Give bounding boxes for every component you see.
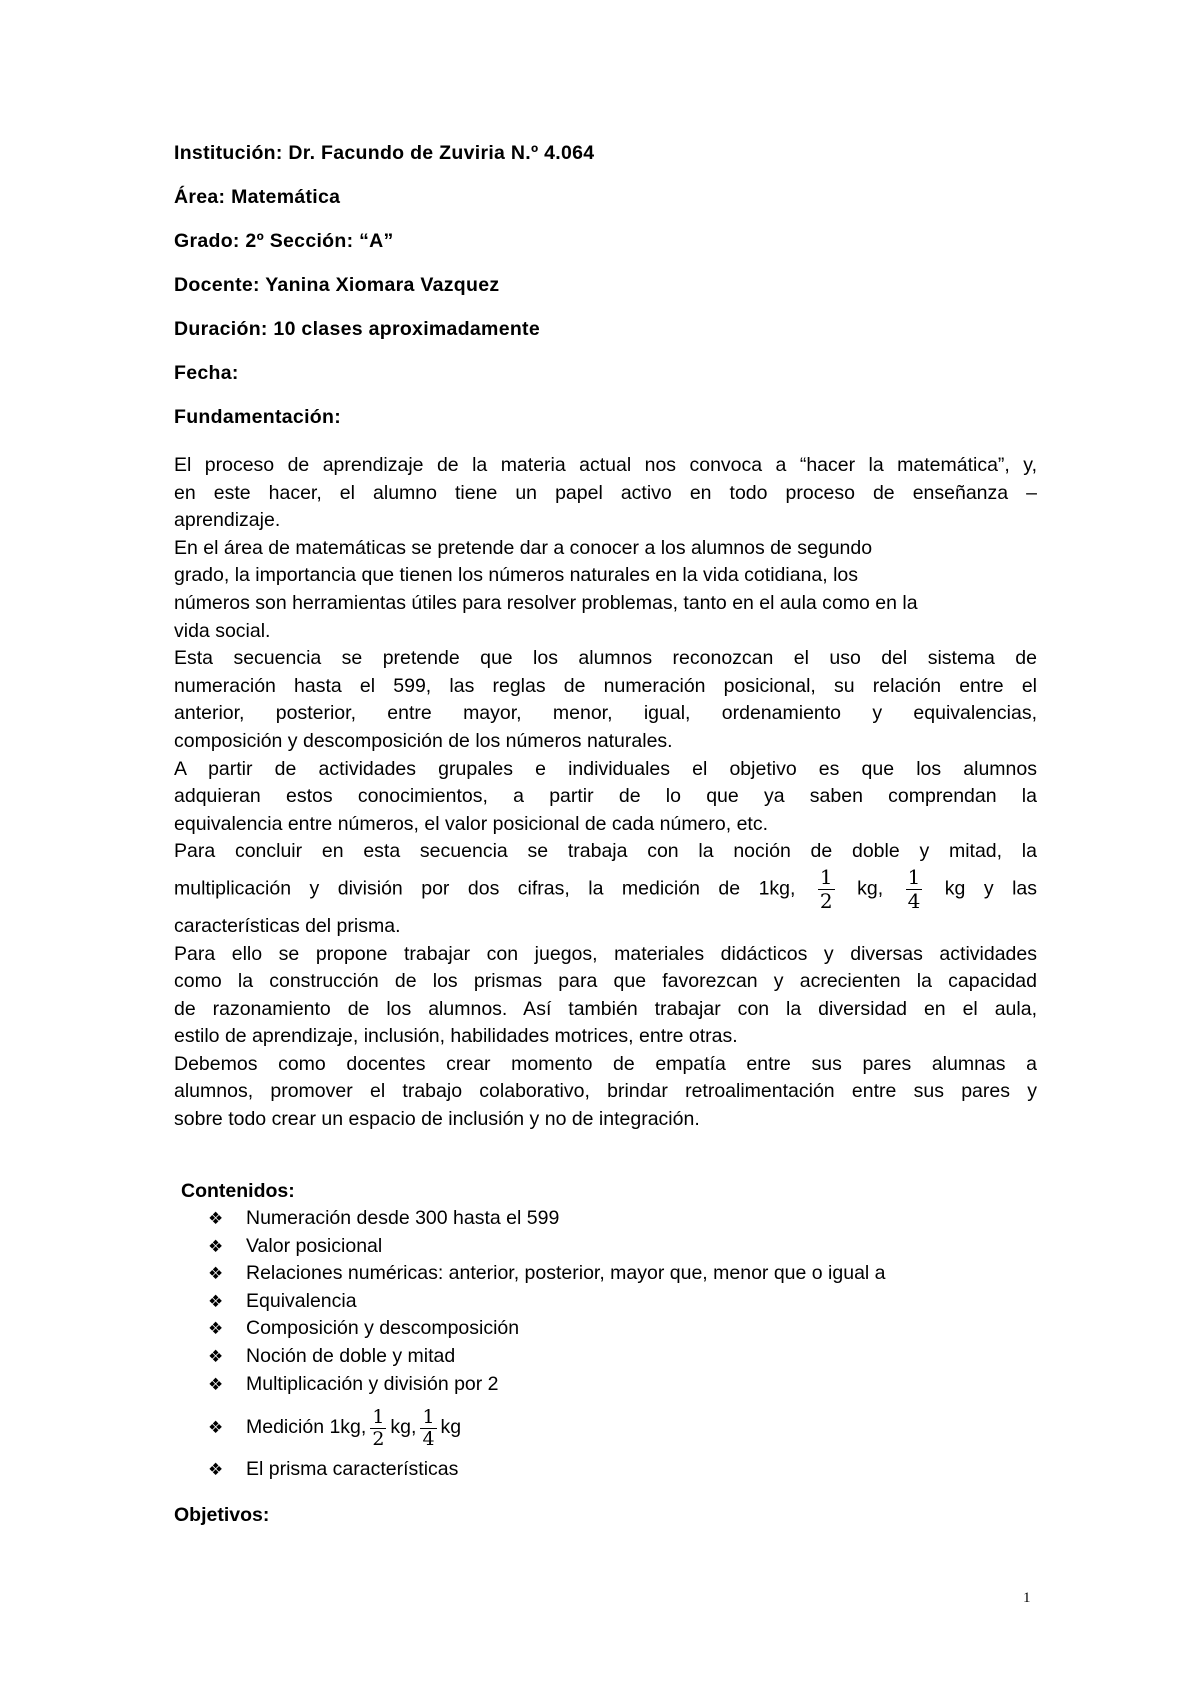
p5-line-2-c: kg y las — [944, 877, 1038, 900]
p3-line-1: Esta secuencia se pretende que los alumnos reconozcan el uso del sistema de — [174, 647, 1037, 670]
objetivos-title: Objetivos: — [174, 1504, 270, 1526]
list-item-text: Numeración desde 300 hasta el 599 — [246, 1207, 560, 1229]
p7-line-2: alumnos, promover el trabajo colaborativo, brindar retroalimentación entre sus pares y — [174, 1080, 1037, 1103]
p1-line-3: aprendizaje. — [174, 509, 281, 532]
header-block — [174, 140, 1034, 448]
list-item — [208, 1233, 886, 1261]
list-item-text: El prisma características — [246, 1458, 459, 1481]
list-item-text: Relaciones numéricas: anterior, posterior, mayor que, menor que o igual a — [246, 1262, 886, 1285]
fraction-one-quarter — [906, 866, 923, 913]
diamond-bullet-icon: ❖ — [208, 1236, 224, 1257]
diamond-bullet-icon: ❖ — [208, 1460, 224, 1481]
contenidos-title: Contenidos: — [181, 1180, 295, 1202]
p3-line-2: numeración hasta el 599, las reglas de numeración posicional, su relación entre el — [174, 674, 1037, 697]
fraction-denominator: 4 — [422, 1427, 435, 1450]
diamond-bullet-icon: ❖ — [208, 1418, 224, 1439]
page-number: 1 — [1023, 1590, 1031, 1606]
institucion-line: Institución: Dr. Facundo de Zuviria N.º 4.064 — [174, 142, 595, 164]
list-item — [208, 1371, 886, 1399]
list-item-text: Multiplicación y división por 2 — [246, 1372, 499, 1395]
p5-line-2-a: multiplicación y división por dos cifras, la medición de 1kg, — [174, 877, 796, 900]
p5-line-3: características del prisma. — [174, 914, 401, 937]
list-item — [208, 1205, 886, 1233]
p4-line-3: equivalencia entre números, el valor posicional de cada número, etc. — [174, 812, 769, 835]
p2-line-1: En el área de matemáticas se pretende dar a conocer a los alumnos de segundo — [174, 536, 873, 559]
diamond-bullet-icon: ❖ — [208, 1319, 224, 1340]
p4-line-1: A partir de actividades grupales e individuales el objetivo es que los alumnos — [174, 757, 1037, 780]
p2-line-4: vida social. — [174, 619, 271, 642]
list-item — [208, 1343, 886, 1371]
list-item-text: Composición y descomposición — [246, 1317, 520, 1340]
p5-line-1: Para concluir en esta secuencia se trabaja con la noción de doble y mitad, la — [174, 840, 1037, 863]
medicion-text-c: kg — [440, 1416, 462, 1439]
list-item-medicion — [208, 1398, 886, 1456]
fraction-denominator: 2 — [372, 1427, 385, 1450]
p1-line-2: en este hacer, el alumno tiene un papel activo en todo proceso de enseñanza – — [174, 481, 1037, 504]
p7-line-1: Debemos como docentes crear momento de empatía entre sus pares alumnas a — [174, 1052, 1037, 1075]
p6-line-3: de razonamiento de los alumnos. Así también trabajar con la diversidad en el aula, — [174, 997, 1037, 1020]
fraction-one-half — [818, 866, 835, 913]
p3-line-4: composición y descomposición de los números naturales. — [174, 729, 673, 752]
fraction-one-half — [370, 1407, 386, 1450]
medicion-text-b: kg, — [390, 1416, 417, 1439]
list-item — [208, 1260, 886, 1288]
list-item — [208, 1288, 886, 1316]
fraction-numerator: 1 — [422, 1405, 435, 1428]
grado-line: Grado: 2º Sección: “A” — [174, 230, 394, 252]
fraction-numerator: 1 — [907, 864, 921, 889]
list-item-text: Noción de doble y mitad — [246, 1344, 456, 1367]
fraction-numerator: 1 — [819, 864, 833, 889]
p4-line-2: adquieran estos conocimientos, a partir de lo que ya saben comprendan la — [174, 785, 1037, 808]
p6-line-2: como la construcción de los prismas para que favorezcan y acrecienten la capacidad — [174, 970, 1037, 993]
p5-line-2-b: kg, — [857, 877, 884, 900]
p6-line-4: estilo de aprendizaje, inclusión, habilidades motrices, entre otras. — [174, 1025, 738, 1048]
diamond-bullet-icon: ❖ — [208, 1374, 224, 1395]
p2-line-3: números son herramientas útiles para resolver problemas, tanto en el aula como en la — [174, 591, 918, 614]
fecha-line: Fecha: — [174, 362, 239, 384]
fundamentacion-title: Fundamentación: — [174, 406, 342, 428]
p5-line-2 — [174, 866, 1037, 913]
diamond-bullet-icon: ❖ — [208, 1209, 224, 1229]
fraction-denominator: 4 — [907, 888, 921, 913]
p1-line-1: El proceso de aprendizaje de la materia actual nos convoca a “hacer la matemática”, y, — [174, 454, 1037, 476]
diamond-bullet-icon: ❖ — [208, 1346, 224, 1367]
duracion-line: Duración: 10 clases aproximadamente — [174, 318, 540, 340]
fraction-one-quarter — [420, 1407, 436, 1450]
docente-line: Docente: Yanina Xiomara Vazquez — [174, 274, 500, 296]
diamond-bullet-icon: ❖ — [208, 1264, 224, 1285]
list-item-text: Equivalencia — [246, 1289, 357, 1312]
p2-line-2: grado, la importancia que tienen los números naturales en la vida cotidiana, los — [174, 564, 858, 587]
p7-line-3: sobre todo crear un espacio de inclusión y no de integración. — [174, 1108, 700, 1131]
list-item-text: Valor posicional — [246, 1234, 383, 1257]
list-item — [208, 1315, 886, 1343]
diamond-bullet-icon: ❖ — [208, 1291, 224, 1312]
area-line: Área: Matemática — [174, 186, 341, 208]
fraction-denominator: 2 — [819, 888, 833, 913]
fundamentacion-body — [174, 452, 1037, 1134]
fraction-numerator: 1 — [372, 1405, 385, 1428]
medicion-text-a: Medición 1kg, — [246, 1416, 367, 1439]
p6-line-1: Para ello se propone trabajar con juegos, materiales didácticos y diversas actividades — [174, 942, 1037, 965]
list-item — [208, 1456, 886, 1484]
p3-line-3: anterior, posterior, entre mayor, menor, igual, ordenamiento y equivalencias, — [174, 702, 1037, 725]
contenidos-list — [208, 1205, 886, 1484]
